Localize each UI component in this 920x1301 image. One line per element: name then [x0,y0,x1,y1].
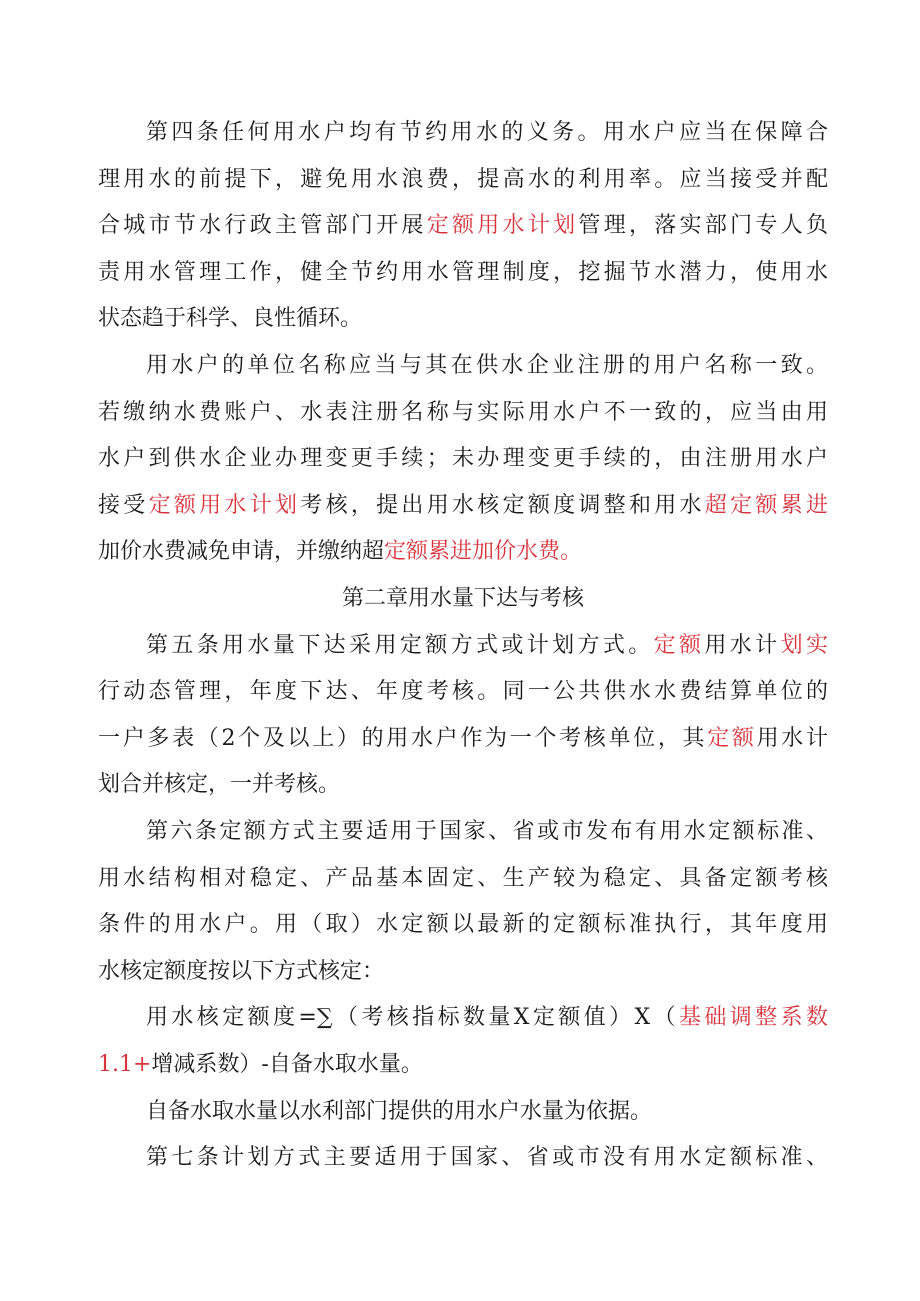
text-line [98,765,828,805]
text-line [98,1045,828,1085]
highlighted-term: 定额累进加价水费。 [384,539,583,564]
text-line [146,1138,828,1178]
text-segment: 用水计 [756,726,828,751]
highlighted-term: 划实 [780,633,828,658]
text-segment: 第五条用水量下达采用定额方式或计划方式。 [146,633,654,658]
text-segment: 自备水取水量以水利部门提供的用水户水量为依据。 [146,1099,653,1124]
text-segment: 第四条任何用水户均有节约用水的义务。用水户应当在保障合 [146,120,828,145]
text-segment: 水核定额度按以下方式核定： [98,959,385,984]
text-line [98,206,828,246]
text-segment: 状态趋于科学、良性循环。 [98,306,363,331]
text-segment: 接受 [98,493,149,518]
text-segment: 一户多表（2个及以上）的用水户作为一个考核单位，其 [98,726,708,751]
text-segment: 第二章用水量下达与考核 [341,586,584,611]
highlighted-term: 定额 [653,633,705,658]
highlighted-term: 定额用水计划 [148,493,301,518]
text-segment: 用水户的单位名称应当与其在供水企业注册的用户名称一致。 [146,353,828,378]
text-line [98,299,828,339]
text-line [98,905,828,945]
text-line [146,998,828,1038]
text-segment: 管理，落实部门专人负 [578,213,828,238]
text-line [146,626,828,666]
text-line [98,672,828,712]
text-line [98,532,828,572]
text-segment: 条件的用水户。用（取）水定额以最新的定额标准执行，其年度用 [98,912,828,937]
text-line [98,393,828,433]
text-segment: 用水核定额度=∑（考核指标数量X定额值）X（ [146,1005,679,1030]
text-segment: 若缴纳水费账户、水表注册名称与实际用水户不一致的，应当由用 [98,400,828,425]
text-segment: 增减系数）-自备水取水量。 [151,1052,423,1077]
text-line [98,439,828,479]
text-segment: 考核，提出用水核定额度调整和用水 [300,493,705,518]
highlighted-term: 超定额累进 [704,493,828,518]
text-segment: 第六条定额方式主要适用于国家、省或市发布有用水定额标准、 [146,819,828,844]
highlighted-term: 1.1+ [98,1052,152,1077]
highlighted-term: 定额用水计划 [426,213,579,238]
highlighted-term: 基础调整系数 [678,1005,828,1030]
text-segment: 用水结构相对稳定、产品基本固定、生产较为稳定、具备定额考核 [98,866,828,891]
text-segment: 第七条计划方式主要适用于国家、省或市没有用水定额标准、 [146,1145,828,1170]
text-line [98,486,828,526]
text-line [146,346,828,386]
text-segment: 责用水管理工作，健全节约用水管理制度，挖掘节水潜力，使用水 [98,260,828,285]
text-segment: 理用水的前提下，避免用水浪费，提高水的利用率。应当接受并配 [98,167,828,192]
text-segment: 行动态管理，年度下达、年度考核。同一公共供水水费结算单位的 [98,679,828,704]
text-line [98,859,828,899]
text-line [98,160,828,200]
text-line [146,1092,828,1132]
text-segment: 划合并核定，一并考核。 [98,772,341,797]
text-line [98,719,828,759]
chapter-heading [98,579,828,619]
text-segment: 水户到供水企业办理变更手续；未办理变更手续的，由注册用水户 [98,446,828,471]
text-line [146,113,828,153]
text-line [146,812,828,852]
text-line [98,952,828,992]
text-segment: 加价水费减免申请，并缴纳超 [98,539,385,564]
highlighted-term: 定额 [707,726,757,751]
text-segment: 合城市节水行政主管部门开展 [98,213,427,238]
text-line [98,253,828,293]
text-segment: 用水计 [704,633,781,658]
